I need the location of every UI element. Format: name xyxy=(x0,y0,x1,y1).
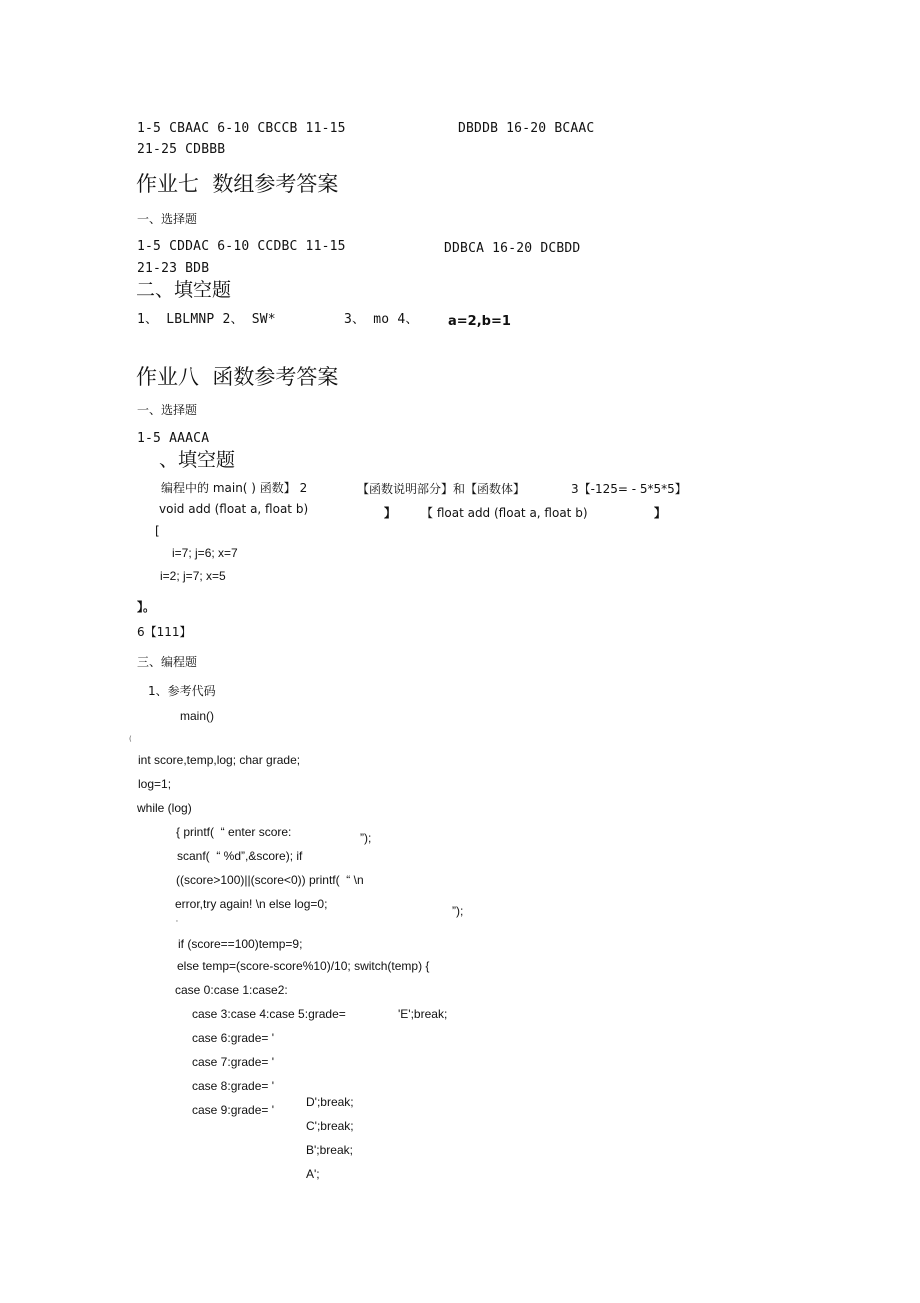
hw6-answers-line2: 21-25 CDBBB xyxy=(137,142,226,157)
code-line: int score,temp,log; char grade; xyxy=(138,753,301,767)
stray-mark: ' xyxy=(176,919,178,927)
hw8-fill-12: 6【111】 xyxy=(137,625,192,639)
hw8-fill-4: void add (float a, float b) xyxy=(159,502,309,516)
code-line: else temp=(score-score%10)/10; switch(temp) { xyxy=(177,959,430,973)
hw8-fill-8: [ xyxy=(155,524,160,538)
hw8-section-choice: 一、选择题 xyxy=(137,403,198,417)
code-line: log=1; xyxy=(138,777,172,791)
hw8-subsection-1: 1、参考代码 xyxy=(148,684,216,698)
code-line: case 8:grade= ' xyxy=(192,1079,275,1093)
hw7-fill-answers-c: a=2,b=1 xyxy=(448,314,511,329)
hw6-answers-line1-a: 1-5 CBAAC 6-10 CBCCB 11-15 xyxy=(137,121,346,136)
hw8-fill-10: i=2; j=7; x=5 xyxy=(160,569,226,583)
code-line: case 7:grade= ' xyxy=(192,1055,275,1069)
hw8-choice-answers: 1-5 AAACA xyxy=(137,431,210,446)
hw8-title: 作业八 函数参考答案 xyxy=(136,365,339,389)
code-line: error,try again! \n else log=0; xyxy=(175,897,328,911)
hw8-fill-2: 【函数说明部分】和【函数体】 xyxy=(357,482,526,496)
hw8-fill-7: 】 xyxy=(654,506,667,520)
code-line: C';break; xyxy=(306,1119,354,1133)
hw7-choice-answers-a: 1-5 CDDAC 6-10 CCDBC 11-15 xyxy=(137,239,346,254)
code-line: scanf( “ %d”,&score); if xyxy=(177,849,303,863)
code-line: ”); xyxy=(452,904,464,918)
code-line: if (score==100)temp=9; xyxy=(178,937,303,951)
code-line: 'E';break; xyxy=(398,1007,448,1021)
hw8-fill-1: 编程中的 main( ) 函数】 2 xyxy=(161,481,308,495)
hw7-section-fill: 二、填空题 xyxy=(136,279,232,301)
hw7-section-choice: 一、选择题 xyxy=(137,212,198,226)
hw7-fill-answers-b: 3、 mo 4、 xyxy=(344,312,419,327)
code-line: case 6:grade= ' xyxy=(192,1031,275,1045)
code-line: B';break; xyxy=(306,1143,353,1157)
code-line: { printf( “ enter score: xyxy=(176,825,292,839)
hw8-fill-11: 】。 xyxy=(137,600,156,614)
hw7-title: 作业七 数组参考答案 xyxy=(136,172,339,196)
stray-mark: ( xyxy=(129,735,132,743)
hw7-choice-answers-2: 21-23 BDB xyxy=(137,261,210,276)
code-line: D';break; xyxy=(306,1095,354,1109)
hw6-answers-line1-b: DBDDB 16-20 BCAAC xyxy=(458,121,595,136)
hw8-section-fill: 、填空题 xyxy=(159,449,236,471)
code-line: case 3:case 4:case 5:grade= xyxy=(192,1007,346,1021)
code-main: main() xyxy=(180,709,215,723)
code-line: while (log) xyxy=(137,801,192,815)
code-line: A'; xyxy=(306,1167,320,1181)
code-line: case 0:case 1:case2: xyxy=(175,983,288,997)
hw7-choice-answers-b: DDBCA 16-20 DCBDD xyxy=(444,241,581,256)
hw8-fill-5: 】 xyxy=(384,506,397,520)
hw7-fill-answers-a: 1、 LBLMNP 2、 SW* xyxy=(137,312,276,327)
hw8-fill-6: 【 float add (float a, float b) xyxy=(421,506,588,520)
hw8-fill-9: i=7; j=6; x=7 xyxy=(172,546,238,560)
hw8-section-program: 三、编程题 xyxy=(137,655,198,669)
code-line: ”); xyxy=(360,831,372,845)
code-line: case 9:grade= ' xyxy=(192,1103,275,1117)
code-line: ((score>100)||(score<0)) printf( “ \n xyxy=(176,873,364,887)
hw8-fill-3: 3【-125= - 5*5*5】 xyxy=(571,482,687,496)
